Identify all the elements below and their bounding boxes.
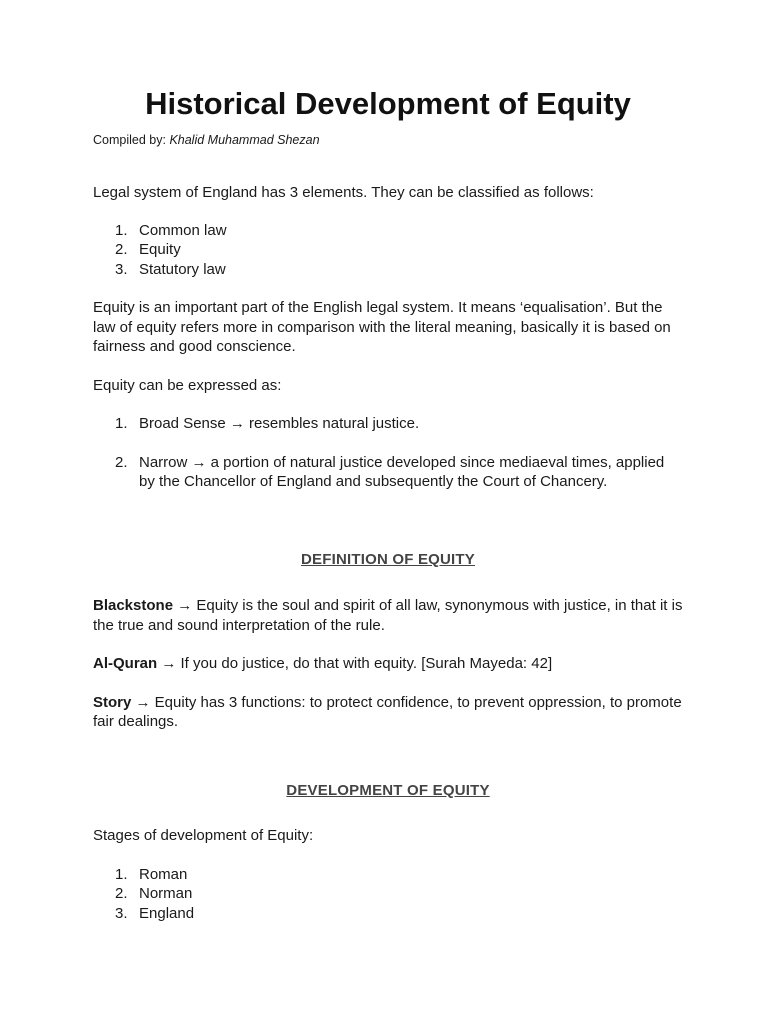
list-item — [93, 453, 683, 492]
document-page — [93, 82, 683, 923]
list-number: 1. — [115, 865, 128, 883]
equity-paragraph: Equity is an important part of the English legal system. It means ‘equalisation’. But the law of equity refers more in comparison with the literal meaning, basically it is based on fairness and good conscience. — [93, 299, 671, 355]
definition-text: → Equity is the soul and spirit of all law, synonymous with justice, in that it is the true and sound interpretation of the rule. — [93, 597, 683, 634]
list-item — [93, 260, 683, 280]
list-item-text: Narrow → a portion of natural justice developed since mediaeval times, applied by the Chancellor of England and subsequently the Court of Chancery. — [139, 453, 665, 490]
definition-story — [93, 693, 683, 732]
compiler-name: Khalid Muhammad Shezan — [169, 133, 320, 147]
list-item-text: Equity — [139, 241, 181, 258]
definition-heading: DEFINITION OF EQUITY — [300, 550, 475, 568]
list-item — [93, 865, 683, 885]
list-number: 2. — [115, 241, 128, 258]
list-number: 2. — [115, 885, 128, 902]
list-item — [93, 414, 683, 434]
definition-blackstone — [93, 596, 683, 635]
stages-list — [93, 865, 683, 924]
list-item-text: Roman — [139, 865, 188, 883]
definition-term: Story — [93, 693, 132, 711]
list-number: 2. — [115, 453, 128, 471]
list-item-text: Broad Sense → resembles natural justice. — [139, 415, 420, 432]
definition-al-quran — [93, 654, 683, 674]
list-item — [93, 884, 683, 904]
compiled-label: Compiled by: — [93, 133, 170, 147]
list-item-text: Norman — [139, 885, 193, 902]
definition-text: → If you do justice, do that with equity. [Surah Mayeda: 42] — [157, 655, 553, 672]
development-heading: DEVELOPMENT OF EQUITY — [286, 781, 490, 799]
intro-paragraph: Legal system of England has 3 elements. They can be classified as follows: — [93, 184, 594, 201]
list-item — [93, 221, 683, 241]
definition-term: Blackstone — [93, 597, 174, 614]
list-item — [93, 240, 683, 260]
expressions-list — [93, 414, 683, 492]
list-item-text: Common law — [139, 221, 227, 239]
expressed-intro: Equity can be expressed as: — [93, 376, 282, 394]
compiled-by-line — [93, 132, 683, 149]
list-number: 1. — [115, 221, 128, 239]
definition-text: → Equity has 3 functions: to protect confidence, to prevent oppression, to promote fair dealings. — [93, 693, 682, 730]
stages-intro: Stages of development of Equity: — [93, 827, 314, 844]
list-item — [93, 904, 683, 924]
page-title: Historical Development of Equity — [145, 86, 631, 121]
definition-term: Al-Quran — [93, 655, 158, 672]
list-number: 3. — [115, 904, 128, 922]
list-item-text: Statutory law — [139, 260, 226, 278]
elements-list — [93, 221, 683, 280]
list-item-text: England — [139, 904, 195, 922]
list-number: 1. — [115, 415, 128, 432]
list-number: 3. — [115, 260, 128, 278]
